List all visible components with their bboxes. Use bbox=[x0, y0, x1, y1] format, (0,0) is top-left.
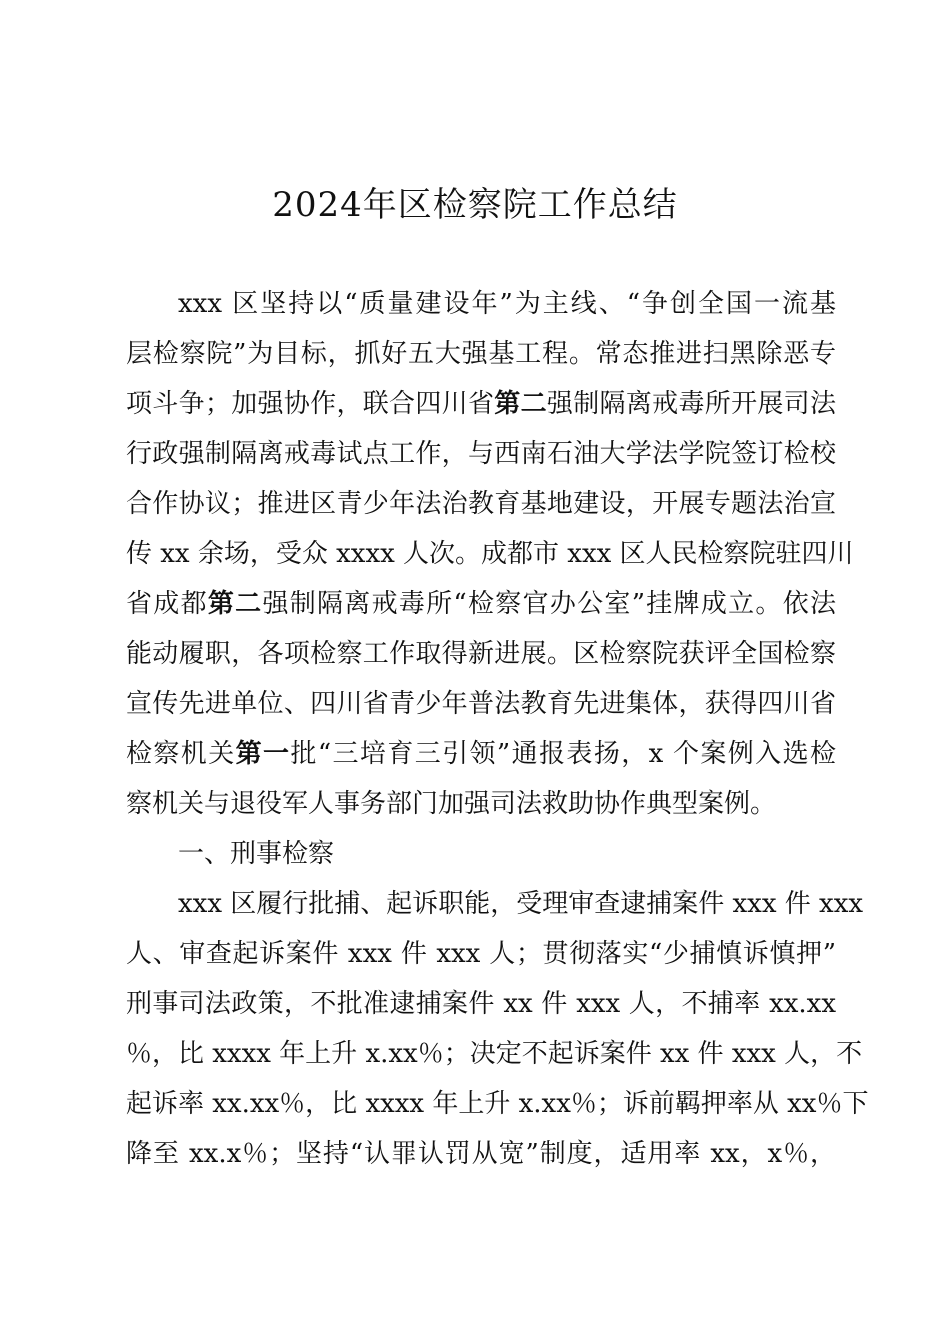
paragraph-2-line-3: 刑事司法政策，不批准逮捕案件 xx 件 xxx 人，不捕率 xx.xx bbox=[126, 989, 836, 1019]
section-heading-criminal-procuratorate: 一、刑事检察 bbox=[178, 839, 335, 869]
paragraph-2-line-1: xxx 区履行批捕、起诉职能，受理审查逮捕案件 xxx 件 xxx bbox=[178, 889, 864, 919]
paragraph-1-line-10: 检察机关第一批“三培育三引领”通报表扬，x 个案例入选检 bbox=[126, 739, 836, 769]
bold-emphasis: 第二 bbox=[494, 389, 547, 419]
paragraph-1-line-1: xxx 区坚持以“质量建设年”为主线、“争创全国一流基 bbox=[178, 289, 836, 319]
paragraph-1-line-4: 行政强制隔离戒毒试点工作，与西南石油大学法学院签订检校 bbox=[126, 439, 836, 469]
paragraph-2-line-2: 人、审查起诉案件 xxx 件 xxx 人；贯彻落实“少捕慎诉慎押” bbox=[126, 939, 836, 969]
paragraph-1-line-2: 层检察院”为目标，抓好五大强基工程。常态推进扫黑除恶专 bbox=[126, 339, 836, 369]
bold-emphasis: 第一 bbox=[235, 739, 291, 769]
paragraph-2-line-4: ％，比 xxxx 年上升 x.xx％；决定不起诉案件 xx 件 xxx 人，不 bbox=[126, 1039, 863, 1069]
paragraph-1-line-11: 察机关与退役军人事务部门加强司法救助协作典型案例。 bbox=[126, 789, 777, 819]
paragraph-1-line-5: 合作协议；推进区青少年法治教育基地建设，开展专题法治宣 bbox=[126, 489, 836, 519]
paragraph-1-line-9: 宣传先进单位、四川省青少年普法教育先进集体，获得四川省 bbox=[126, 689, 836, 719]
paragraph-1-line-3: 项斗争；加强协作，联合四川省第二强制隔离戒毒所开展司法 bbox=[126, 389, 836, 419]
paragraph-2-line-5: 起诉率 xx.xx％，比 xxxx 年上升 x.xx％；诉前羁押率从 xx％下 bbox=[126, 1089, 869, 1119]
paragraph-2-line-6: 降至 xx.x％；坚持“认罪认罚从宽”制度，适用率 xx，x％， bbox=[126, 1139, 836, 1169]
paragraph-1-line-6: 传 xx 余场，受众 xxxx 人次。成都市 xxx 区人民检察院驻四川 bbox=[126, 539, 854, 569]
paragraph-1-line-7: 省成都第二强制隔离戒毒所“检察官办公室”挂牌成立。依法 bbox=[126, 589, 836, 619]
paragraph-1-line-8: 能动履职，各项检察工作取得新进展。区检察院获评全国检察 bbox=[126, 639, 836, 669]
document-title: 2024年区检察院工作总结 bbox=[272, 185, 678, 225]
bold-emphasis: 第二 bbox=[207, 589, 263, 619]
